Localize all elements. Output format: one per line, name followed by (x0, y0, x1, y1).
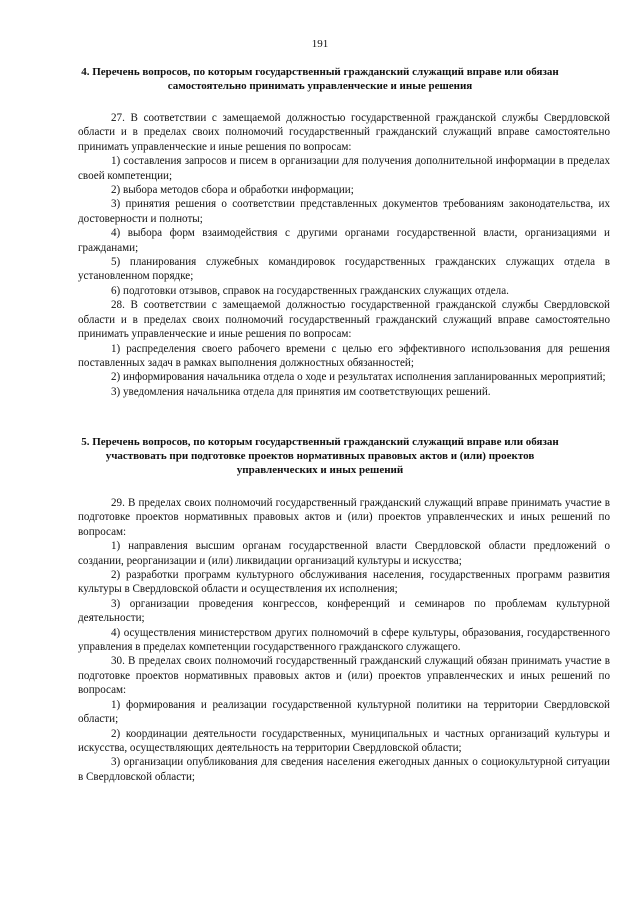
list-item: 1) формирования и реализации государственной культурной политики на территории Свердловской области; (78, 698, 610, 726)
section-4-heading: 4. Перечень вопросов, по которым государственный гражданский служащий вправе или обязан самостоятельно принимать управленческие и иные решения (81, 66, 559, 92)
list-item: 5) планирования служебных командировок государственных гражданских служащих отдела в установленном порядке; (78, 256, 610, 283)
list-item: 1) составления запросов и писем в организации для получения дополнительной информации в пределах своей компетенции; (78, 155, 610, 182)
paragraph-28: 28. В соответствии с замещаемой должностью государственной гражданской службы Свердловской области и в пределах своих полномочий государственный гражданский служащий вправе самостоятельно принимать управленческие и иные решения по вопросам: (78, 299, 610, 341)
list-item: 2) информирования начальника отдела о ходе и результатах исполнения запланированных мероприятий; (111, 371, 606, 384)
list-item: 3) организации опубликования для сведения населения ежегодных данных о социокультурной ситуации в Свердловской области; (78, 756, 610, 783)
paragraph-27: 27. В соответствии с замещаемой должностью государственной гражданской службы Свердловской области и в пределах своих полномочий государственный гражданский служащий вправе самостоятельно принимать управленческие и иные решения по вопросам: (78, 112, 610, 153)
paragraph-30: 30. В пределах своих полномочий государственный гражданский служащий обязан принимать участие в подготовке проектов нормативных правовых актов и (или) проектов управленческих и иных решений по вопросам: (78, 655, 610, 697)
list-item: 2) координации деятельности государственных, муниципальных и частных организаций культуры и искусства, осуществляющих деятельность на территории Свердловской области; (78, 727, 610, 754)
page-number: 191 (311, 38, 329, 50)
section-5-body (78, 496, 610, 784)
list-item: 4) выбора форм взаимодействия с другими органами государственной власти, организациями и гражданами; (78, 227, 610, 254)
list-item: 4) осуществления министерством других полномочий в сфере культуры, образования, государственного управления в пределах компетенции государственного гражданского служащего. (78, 626, 610, 654)
list-item: 1) направления высшим органам государственной власти Свердловской области предложений о создании, реорганизации и (или) ликвидации организаций культуры и искусства; (78, 540, 610, 567)
list-item: 6) подготовки отзывов, справок на государственных гражданских служащих отдела. (111, 284, 509, 297)
list-item: 3) уведомления начальника отдела для принятия им соответствующих решений. (111, 385, 491, 398)
section-5-heading: 5. Перечень вопросов, по которым государственный гражданский служащий вправе или обязан участвовать при подготовке проектов нормативных правовых актов и (или) проектов управленческих и иных решений (81, 436, 559, 476)
list-item: 3) организации проведения конгрессов, конференций и семинаров по проблемам культурной деятельности; (78, 597, 610, 625)
section-4-body (78, 111, 610, 399)
list-item: 2) выбора методов сбора и обработки информации; (111, 184, 354, 197)
paragraph-29: 29. В пределах своих полномочий государственный гражданский служащий вправе принимать участие в подготовке проектов нормативных правовых актов и (или) проектов управленческих и иных решений по вопросам: (78, 497, 610, 538)
list-item: 1) распределения своего рабочего времени с целью его эффективного использования для решения поставленных задач в рамках выполнения должностных обязанностей; (78, 342, 610, 369)
list-item: 3) принятия решения о соответствии представленных документов требованиям законодательства, их достоверности и полноты; (78, 198, 610, 225)
list-item: 2) разработки программ культурного обслуживания населения, государственных программ развития культуры в Свердловской области и осуществления их исполнения; (78, 569, 610, 596)
